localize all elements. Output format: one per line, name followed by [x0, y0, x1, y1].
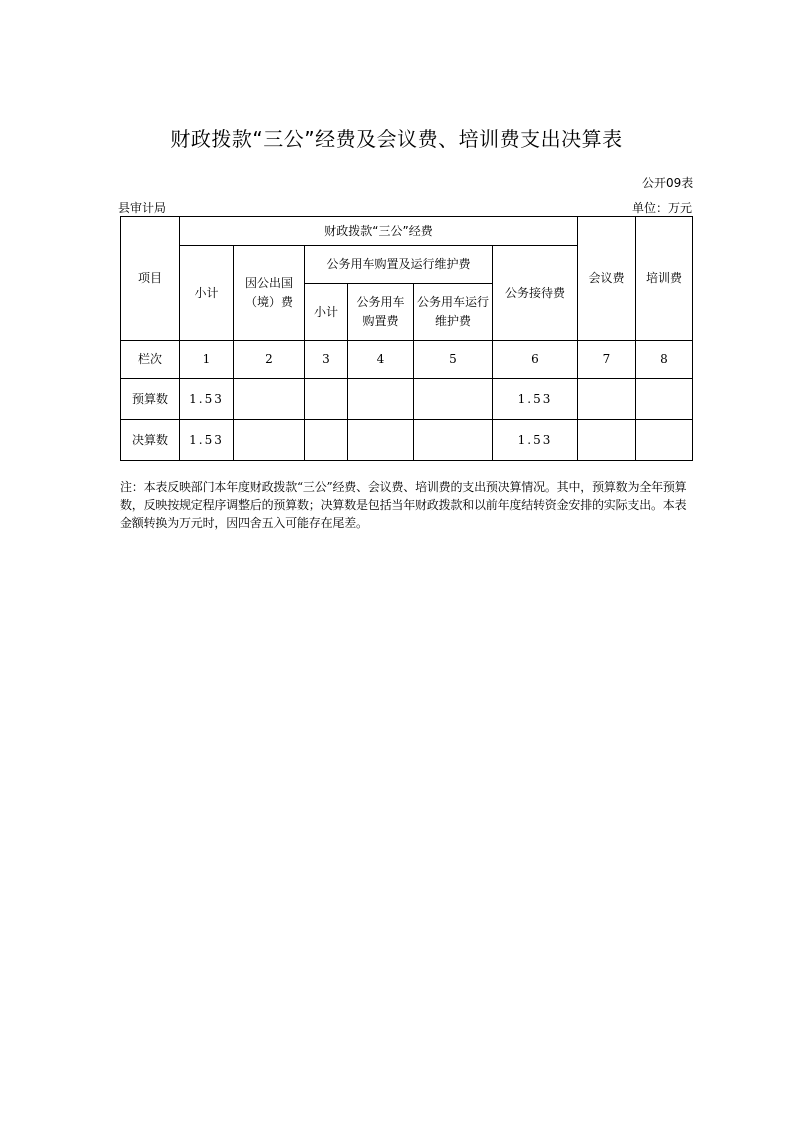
- page-title: 财政拨款“三公”经费及会议费、培训费支出决算表: [170, 127, 623, 151]
- header-training: 培训费: [636, 217, 693, 341]
- cell-reception: 1.53: [493, 420, 578, 461]
- table-row-final: [121, 420, 693, 461]
- column-number: 8: [636, 341, 693, 379]
- header-subtotal: 小计: [180, 246, 234, 341]
- column-number: 6: [493, 341, 578, 379]
- cell-vehicle-subtotal: [305, 379, 348, 420]
- cell-training: [636, 379, 693, 420]
- header-reception: 公务接待费: [493, 246, 578, 341]
- cell-reception: 1.53: [493, 379, 578, 420]
- header-project: 项目: [121, 217, 180, 341]
- cell-training: [636, 420, 693, 461]
- unit-label: 单位：万元: [632, 201, 693, 215]
- expenditure-table: [120, 216, 693, 461]
- footnote: 注：本表反映部门本年度财政拨款“三公”经费、会议费、培训费的支出预决算情况。其中，预算数为全年预算数，反映按规定程序调整后的预算数；决算数是包括当年财政拨款和以前年度结转资金安排的实际支出。本表金额转换为万元时，因四舍五入可能存在尾差。: [120, 480, 687, 530]
- organization-name: 县审计局: [118, 201, 167, 215]
- column-number: 3: [305, 341, 348, 379]
- header-abroad-text: 因公出国（境）费: [244, 276, 293, 309]
- header-vehicle-operation: [414, 284, 493, 341]
- column-number: 1: [180, 341, 234, 379]
- cell-vehicle-operation: [414, 379, 493, 420]
- header-abroad: [234, 246, 305, 341]
- cell-vehicle-purchase: [348, 420, 414, 461]
- cell-abroad: [234, 420, 305, 461]
- header-vehicle-purchase-text: 公务用车购置费: [356, 295, 405, 328]
- header-vehicle-operation-text: 公务用车运行维护费: [416, 295, 489, 328]
- cell-vehicle-subtotal: [305, 420, 348, 461]
- row-label: 预算数: [121, 379, 180, 420]
- row-label: 决算数: [121, 420, 180, 461]
- column-number: 4: [348, 341, 414, 379]
- cell-abroad: [234, 379, 305, 420]
- header-meeting: 会议费: [578, 217, 636, 341]
- form-number: 公开09表: [642, 176, 694, 190]
- cell-vehicle-purchase: [348, 379, 414, 420]
- column-number-label: 栏次: [121, 341, 180, 379]
- cell-meeting: [578, 420, 636, 461]
- column-number: 7: [578, 341, 636, 379]
- cell-meeting: [578, 379, 636, 420]
- column-number: 2: [234, 341, 305, 379]
- cell-subtotal: 1.53: [180, 379, 234, 420]
- cell-vehicle-operation: [414, 420, 493, 461]
- header-three-public-group: 财政拨款“三公”经费: [180, 217, 578, 246]
- header-vehicle-subtotal: 小计: [305, 284, 348, 341]
- table-row-budget: [121, 379, 693, 420]
- header-vehicle-group: 公务用车购置及运行维护费: [305, 246, 493, 284]
- cell-subtotal: 1.53: [180, 420, 234, 461]
- column-number: 5: [414, 341, 493, 379]
- header-vehicle-purchase: [348, 284, 414, 341]
